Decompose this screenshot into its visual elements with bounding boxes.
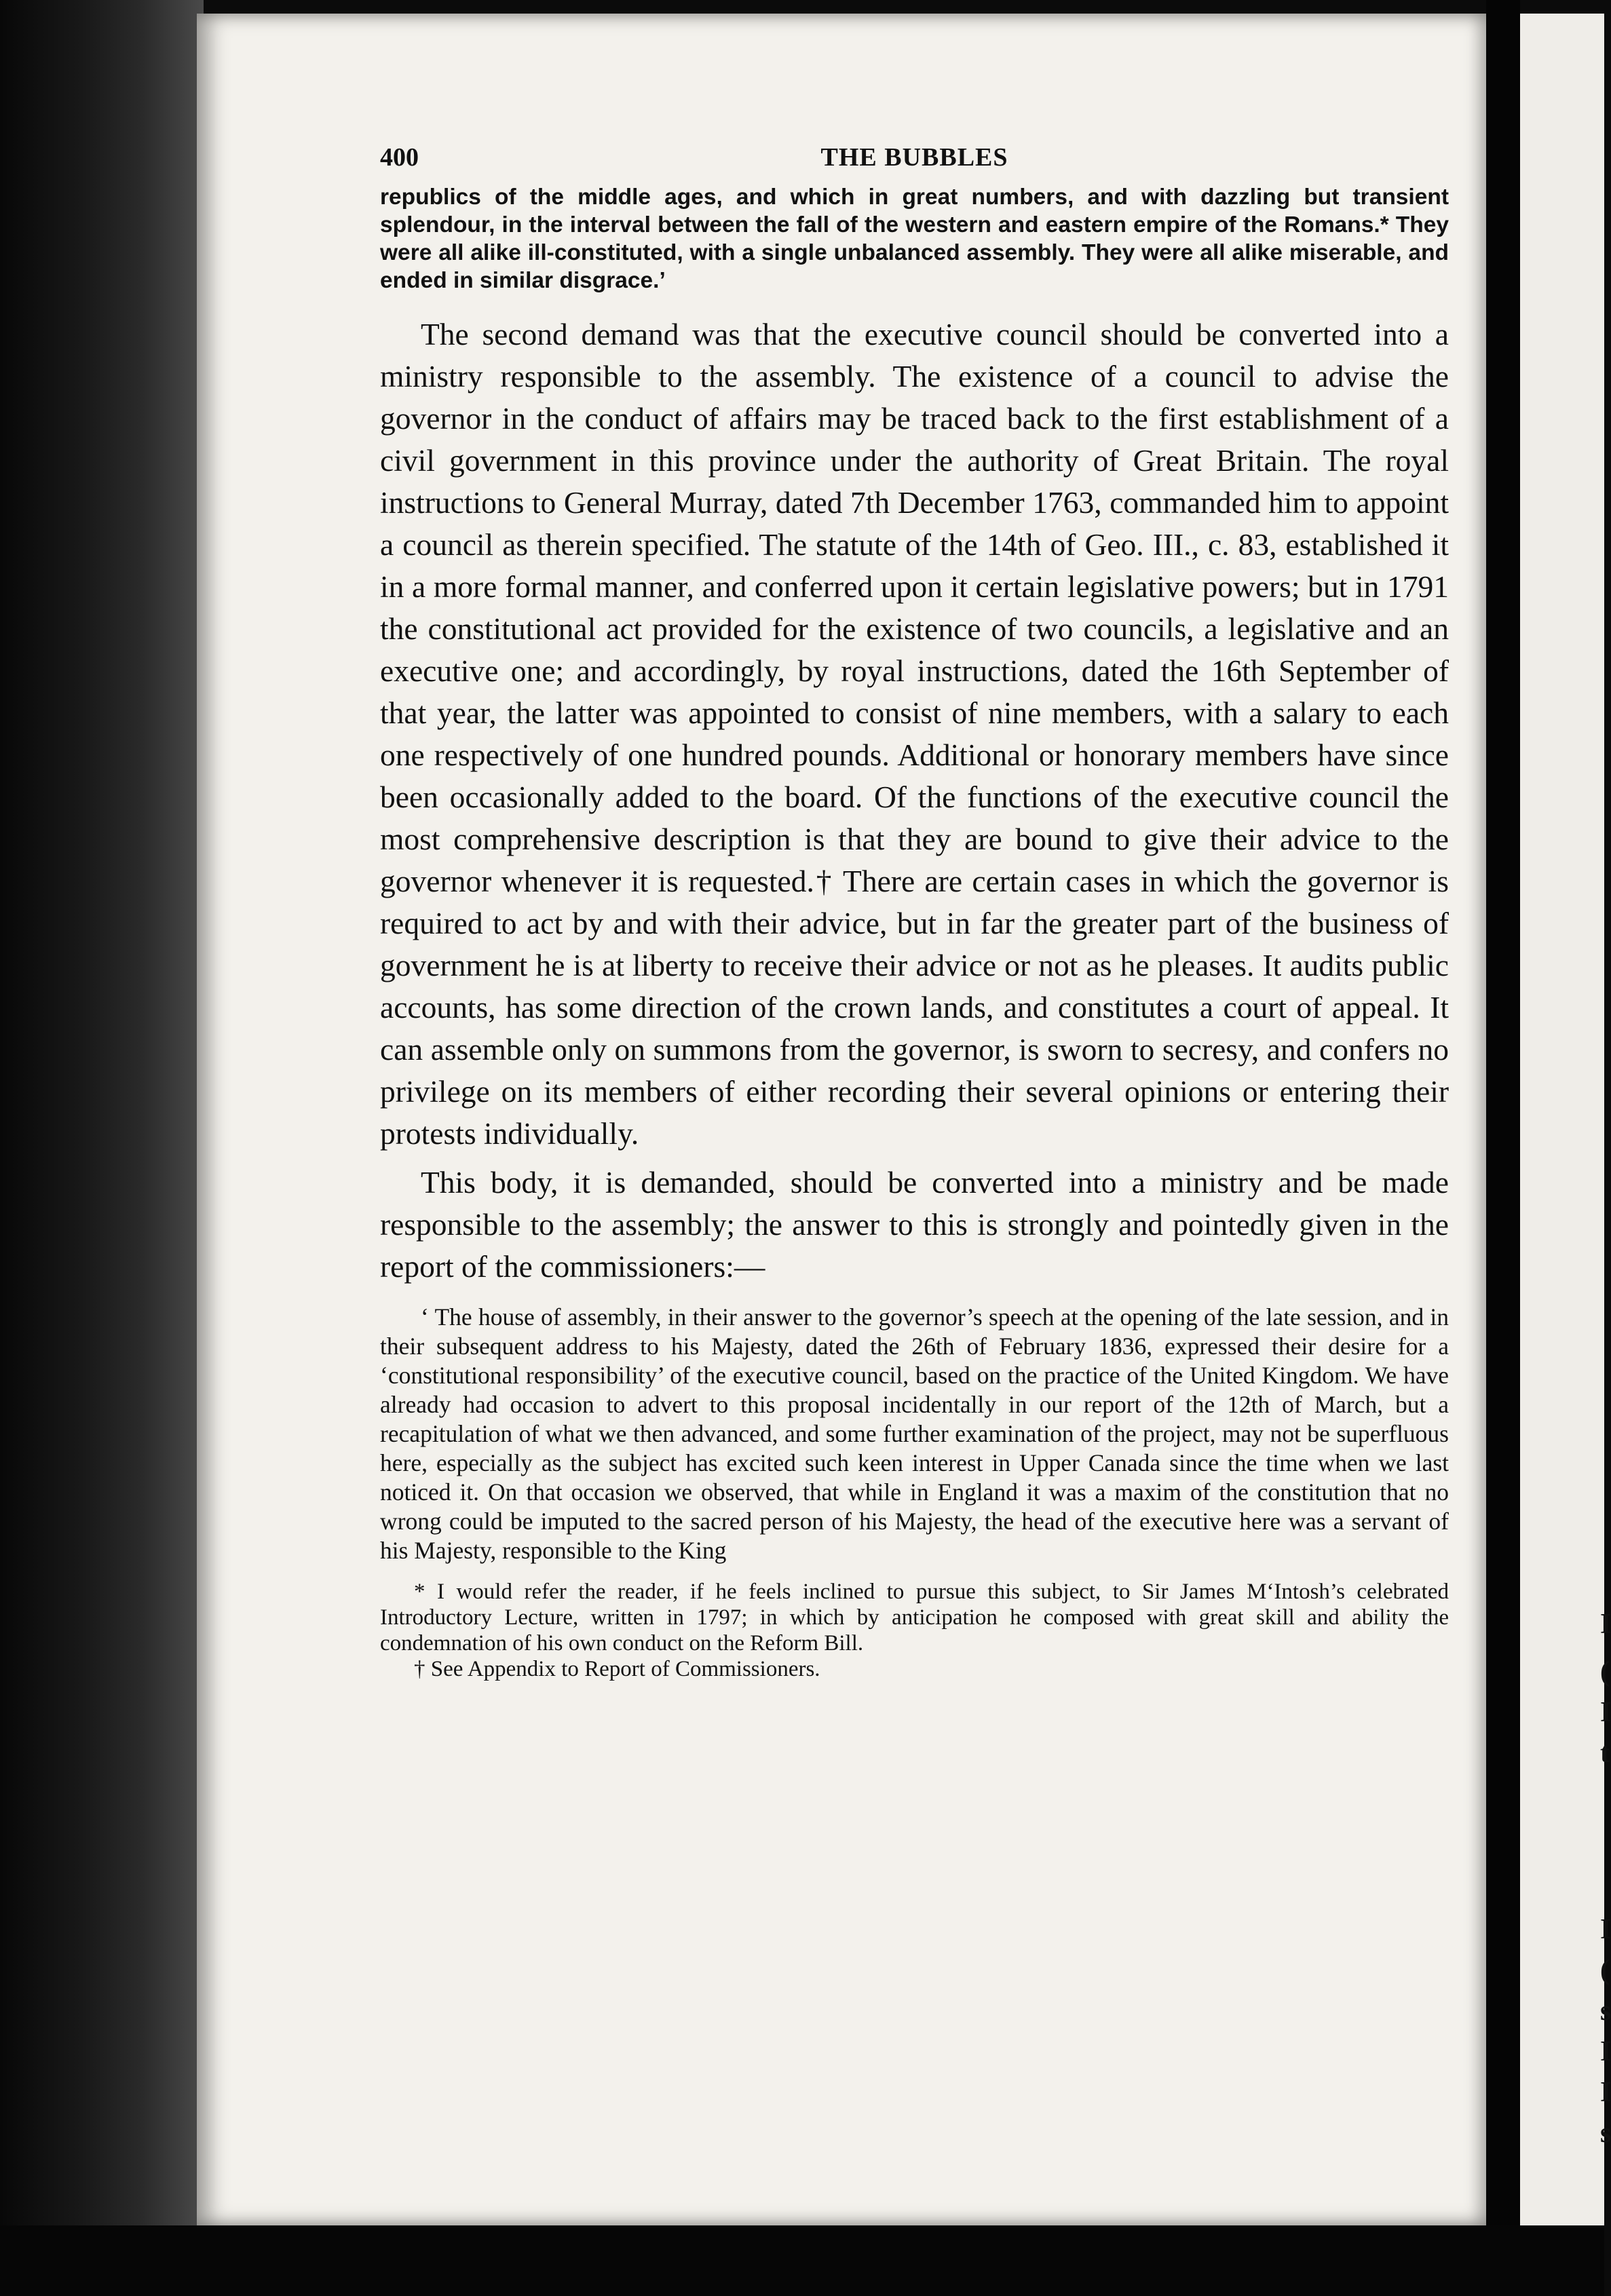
commissioners-quotation: ‘ The house of assembly, in their answer to the governor’s speech at the opening of the late session, and in their subsequent address to his Majesty, dated the 26th of February 1836, expressed their desire for a ‘constitutional responsibility’ of the executive council, based on the practice of the United Kingdom. We have already had occasion to advert to this proposal incidentally in our report of the 12th of March, but a recapitulation of what we then advanced, and some further examination of the project, may not be superfluous here, especially as the subject has excited such keen interest in Upper Canada since the time when we last noticed it. On that occasion we observed, that while in England it was a maxim of the constitution that no wrong could be imputed to the sacred person of his Majesty, the head of the executive here was a servant of his Majesty, responsible to the King — [380, 1303, 1449, 1564]
page-content — [380, 142, 1449, 1682]
facing-page-fragment: ( — [1600, 1656, 1610, 1687]
facing-page-fragment: s — [1600, 2118, 1611, 2149]
gutter-shadow — [1486, 0, 1520, 2296]
facing-page-fragment: I — [1600, 2036, 1611, 2067]
running-title: THE BUBBLES — [820, 143, 1008, 172]
page-number: 400 — [380, 143, 419, 172]
facing-page-fragment: t — [1600, 1738, 1610, 1769]
footnote-dagger: † See Appendix to Report of Commissioners. — [414, 1657, 820, 1681]
facing-page-fragment: I — [1600, 1914, 1611, 1945]
facing-page-fragment: I — [1600, 1609, 1611, 1640]
facing-page-fragment: I — [1600, 1697, 1611, 1728]
facing-page-fragment: s — [1600, 1995, 1611, 2027]
facing-page-edge — [1520, 14, 1611, 2225]
body-paragraph: The second demand was that the executive council should be converted into a ministry responsible to the assembly. The existence of a council to advise the governor in the conduct of affairs may be traced back to the first establishment of a civil government in this province under the authority of Great Britain. The royal instructions to General Murray, dated 7th December 1763, commanded him to appoint a council as therein specified. The statute of the 14th of Geo. III., c. 83, established it in a more formal manner, and conferred upon it certain legislative powers; but in 1791 the constitutional act provided for the existence of two councils, a legislative and an executive one; and accordingly, by royal instructions, dated the 16th September of that year, the latter was appointed to consist of nine members, with a salary to each one respectively of one hundred pounds. Additional or honorary members have since been occasionally added to the board. Of the functions of the executive council the most comprehensive description is that they are bound to give their advice to the governor whenever it is requested.† There are certain cases in which the governor is required to act by and with their advice, but in far the greater part of the business of government he is at liberty to receive their advice or not as he pleases. It audits public accounts, has some direction of the crown lands, and constitutes a court of appeal. It can assemble only on summons from the governor, is sworn to secresy, and confers no privilege on its members of either recording their several opinions or entering their protests individually. — [380, 317, 1449, 1151]
quotation-continued: republics of the middle ages, and which in great numbers, and with dazzling but transient splendour, in the interval between the fall of the western and eastern empire of the Romans.* They were all alike ill-constituted, with a single unbalanced assembly. They were all alike miserable, and ended in similar disgrace.’ — [380, 185, 1449, 293]
facing-page-fragment: I — [1600, 2077, 1611, 2108]
footnote-asterisk: * I would refer the reader, if he feels inclined to pursue this subject, to Sir James M‘Intosh’s celebrated Introductory Lecture, written in 1797; in which by anticipation he composed with great skill and ability the condemnation of his own conduct on the Reform Bill. — [380, 1580, 1449, 1656]
body-paragraph: This body, it is demanded, should be converted into a ministry and be made responsible to the assembly; the answer to this is strongly and pointedly given in the report of the commissioners:— — [380, 1165, 1449, 1284]
footnotes — [380, 1579, 1449, 1682]
scan-left-margin — [0, 0, 204, 2296]
running-header — [380, 142, 1449, 183]
facing-page-fragment: ( — [1600, 1955, 1610, 1986]
scan-bottom-margin — [0, 2225, 1604, 2296]
